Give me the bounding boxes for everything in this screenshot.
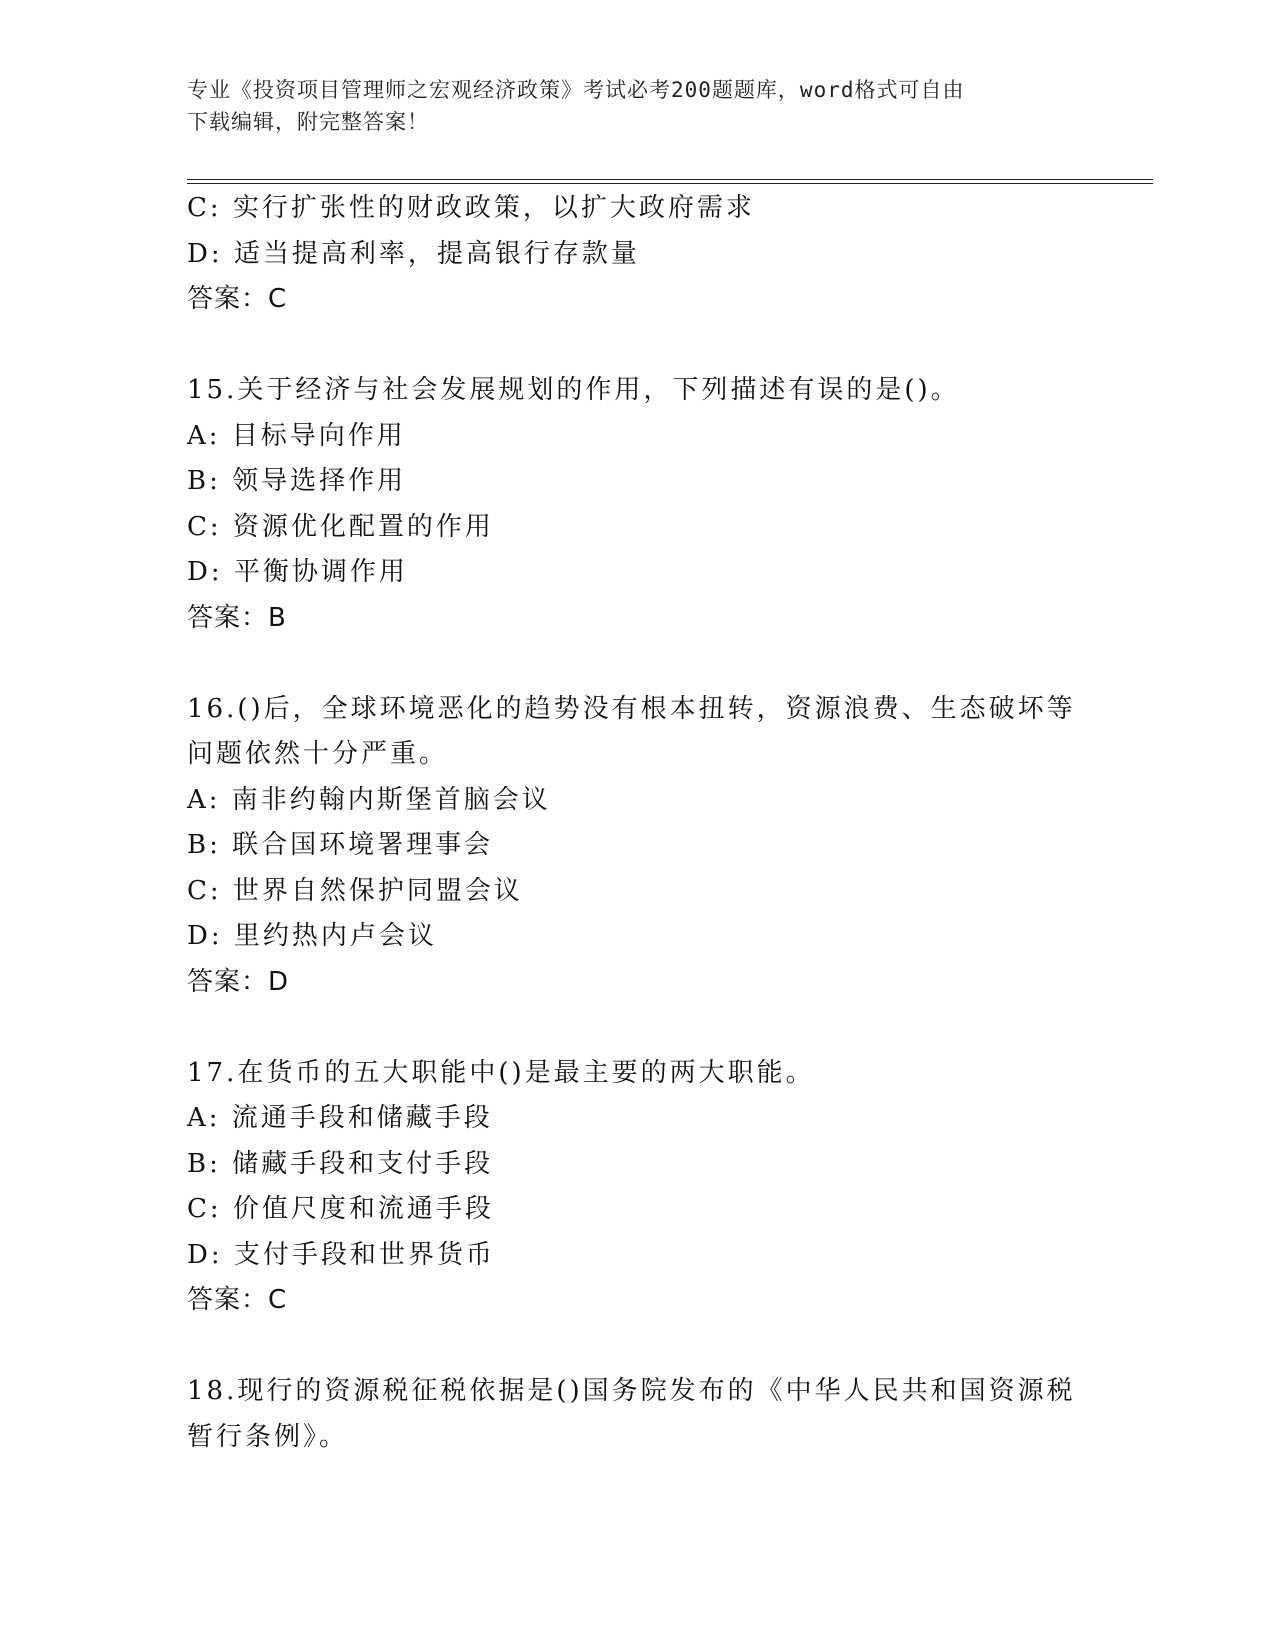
spacer [187,1324,1087,1370]
spacer [187,323,1087,369]
option-b: B: 领导选择作用 [187,466,407,496]
answer-line: 答案：C [187,284,288,314]
question-14-tail [187,186,1087,323]
question-text-line-2: 暂行条例》。 [187,1421,349,1452]
header-line-1: 专业《投资项目管理师之宏观经济政策》考试必考200题题库，word格式可自由 [187,78,965,102]
option-d: D: 支付手段和世界货币 [187,1239,495,1270]
option-b: B: 储藏手段和支付手段 [187,1148,494,1179]
option-c: C: 资源优化配置的作用 [187,511,494,542]
option-d: D: 适当提高利率，提高银行存款量 [187,238,640,269]
question-list [187,186,1087,1460]
question-text-line-1: 18.现行的资源税征税依据是()国务院发布的《中华人民共和国资源税 [187,1376,1076,1406]
question-text: 17.在货币的五大职能中()是最主要的两大职能。 [187,1057,815,1088]
option-c: C: 世界自然保护同盟会议 [187,875,523,906]
option-c: C: 价值尺度和流通手段 [187,1194,494,1224]
answer-line: 答案：B [187,602,287,633]
question-18 [187,1369,1087,1460]
question-text-line-2: 问题依然十分严重。 [187,739,449,769]
spacer [187,641,1087,687]
question-15 [187,368,1087,641]
option-c: C: 实行扩张性的财政政策，以扩大政府需求 [187,193,755,223]
question-17 [187,1051,1087,1324]
option-a: A: 流通手段和储藏手段 [187,1103,493,1133]
question-text: 15.关于经济与社会发展规划的作用，下列描述有误的是()。 [187,375,960,405]
option-d: D: 里约热内卢会议 [187,921,437,951]
spacer [187,1005,1087,1051]
header-divider-top [187,179,1153,180]
option-d: D: 平衡协调作用 [187,557,408,587]
question-16 [187,687,1087,1006]
option-a: A: 目标导向作用 [187,420,406,451]
header-divider-bottom [187,183,1153,184]
header-line-2: 下载编辑，附完整答案！ [187,110,429,134]
option-a: A: 南非约翰内斯堡首脑会议 [187,784,551,815]
question-text-line-1: 16.()后，全球环境恶化的趋势没有根本扭转，资源浪费、生态破坏等 [187,693,1076,724]
answer-line: 答案：C [187,1285,288,1315]
option-b: B: 联合国环境署理事会 [187,830,494,860]
answer-line: 答案：D [187,966,290,997]
document-header [187,74,1067,138]
